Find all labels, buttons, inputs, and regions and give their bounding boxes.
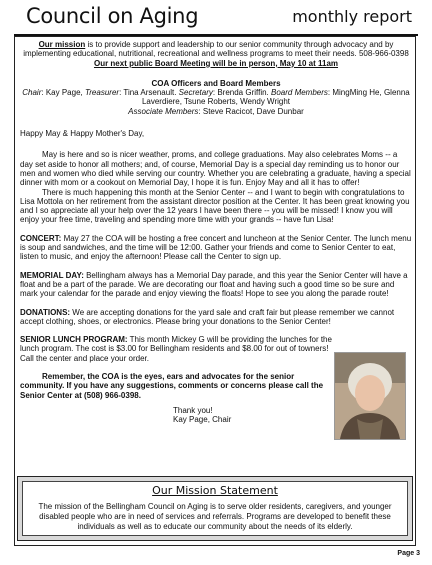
remember-paragraph: Remember, the COA is the eyes, ears and advocates for the senior community. If you have any suggestions, comments or concerns please call the Senior Center at (508) 966-0398. [20, 372, 324, 400]
signature: Kay Page, Chair [173, 415, 232, 425]
board-label: Board Members [271, 88, 328, 98]
lunch-text: This month Mickey G will be providing the lunches for the lunch program. The cost is $3.00 for Bellingham residents and $8.00 for out of towners! Call the center and place your order. [20, 335, 332, 363]
letter-paragraph-retirement: There is much happening this month at the Senior Center -- and I want to begin with congratulations to Lisa Mottola on her retirement from the assistant director position at the Center. It has been great knowing you and I so appreciate all your help over the 12 years I have been there -- you will be missed! I know you will enjoy your free time, traveling and spending more time with your grands -- have fun Lisa! [20, 187, 410, 225]
page-header [14, 4, 418, 34]
memorial-label: MEMORIAL DAY: [20, 270, 84, 280]
meeting-notice: Our next public Board Meeting will be in person, May 10 at 11am [93, 58, 339, 68]
portrait-image [335, 353, 405, 439]
donations-paragraph [20, 308, 412, 327]
donations-text: We are accepting donations for the yard sale and craft fair but please remember we cannot accept clothing, shoes, or electronics. Please bring your donations to the Senior Center! [20, 307, 395, 326]
secretary-name: : Brenda Griffin. [212, 88, 271, 98]
treasurer-label: Treasurer [84, 88, 120, 98]
lunch-paragraph [20, 335, 332, 363]
chair-photo [334, 352, 406, 440]
associate-label: Associate Members [128, 106, 199, 116]
concert-paragraph [20, 234, 412, 262]
chair-name: : Kay Page, [41, 88, 85, 98]
mission-statement-title: Our Mission Statement [152, 484, 278, 497]
treasurer-name: : Tina Arsenault. [119, 88, 179, 98]
officers-heading: COA Officers and Board Members [151, 78, 281, 88]
board-names: : MingMing He, Glenna Laverdiere, Tsune Roberts, Wendy Wright [141, 88, 410, 107]
thank-you: Thank you! [173, 405, 213, 415]
lunch-label: SENIOR LUNCH PROGRAM: [20, 335, 128, 345]
page-title: Council on Aging [26, 4, 199, 28]
letter-paragraph-may: May is here and so is nicer weather, proms, and college graduations. May also celebrates Moms -- a day set aside to honor all mothers; and, of course, Memorial Day is a special day reminding us to honor our men and women who died while serving our country. Whether you are celebrating a graduate, having a special dinner with mom or a cookout on Memorial Day, I hope it is fun. Enjoy May and all it has to offer! [20, 150, 411, 188]
mission-label: Our mission [38, 40, 86, 49]
mission-text: is to provide support and leadership to our senior community through advocacy and by implementing educational, nutritional, recreational and wellness programs to meet their needs. 508-966-0398 [23, 40, 409, 59]
page-number: Page 3 [397, 550, 420, 557]
page-subtitle: monthly report [292, 7, 412, 26]
officers-block [20, 79, 412, 116]
secretary-label: Secretary [178, 88, 213, 98]
mission-statement-box [17, 476, 413, 541]
memorial-paragraph [20, 271, 412, 299]
associate-names: : Steve Racicot, Dave Dunbar [198, 106, 304, 116]
mission-statement-text: The mission of the Bellingham Council on Aging is to serve older residents, caregivers, and younger disabled people who are in need of services and referrals. Programs are developed to benefit these individuals as well as to educate our community about the needs of its elderly. [38, 502, 392, 531]
donations-label: DONATIONS: [20, 307, 71, 317]
greeting: Happy May & Happy Mother's Day, [20, 129, 145, 139]
memorial-text: Bellingham always has a Memorial Day parade, and this year the Senior Center will have a float and be a part of the parade. We are decorating our float and having such a good time so be sure and mark your calendar for the parade and enjoy viewing the floats! Hope to see you along the parade route! [20, 270, 408, 299]
mission-statement-inner [22, 481, 408, 536]
concert-text: May 27 the COA will be hosting a free concert and luncheon at the Senior Center. The lunch menu is soup and sandwiches, and the time will be 12:00. Gather your friends and come to Senior Center to eat, listen to music, and enjoy the afternoon! Please call the Center to sign up. [20, 233, 412, 262]
officers-list [20, 88, 412, 116]
concert-label: CONCERT: [20, 233, 62, 243]
mission-block [20, 40, 412, 68]
chair-label: Chair [22, 88, 42, 98]
